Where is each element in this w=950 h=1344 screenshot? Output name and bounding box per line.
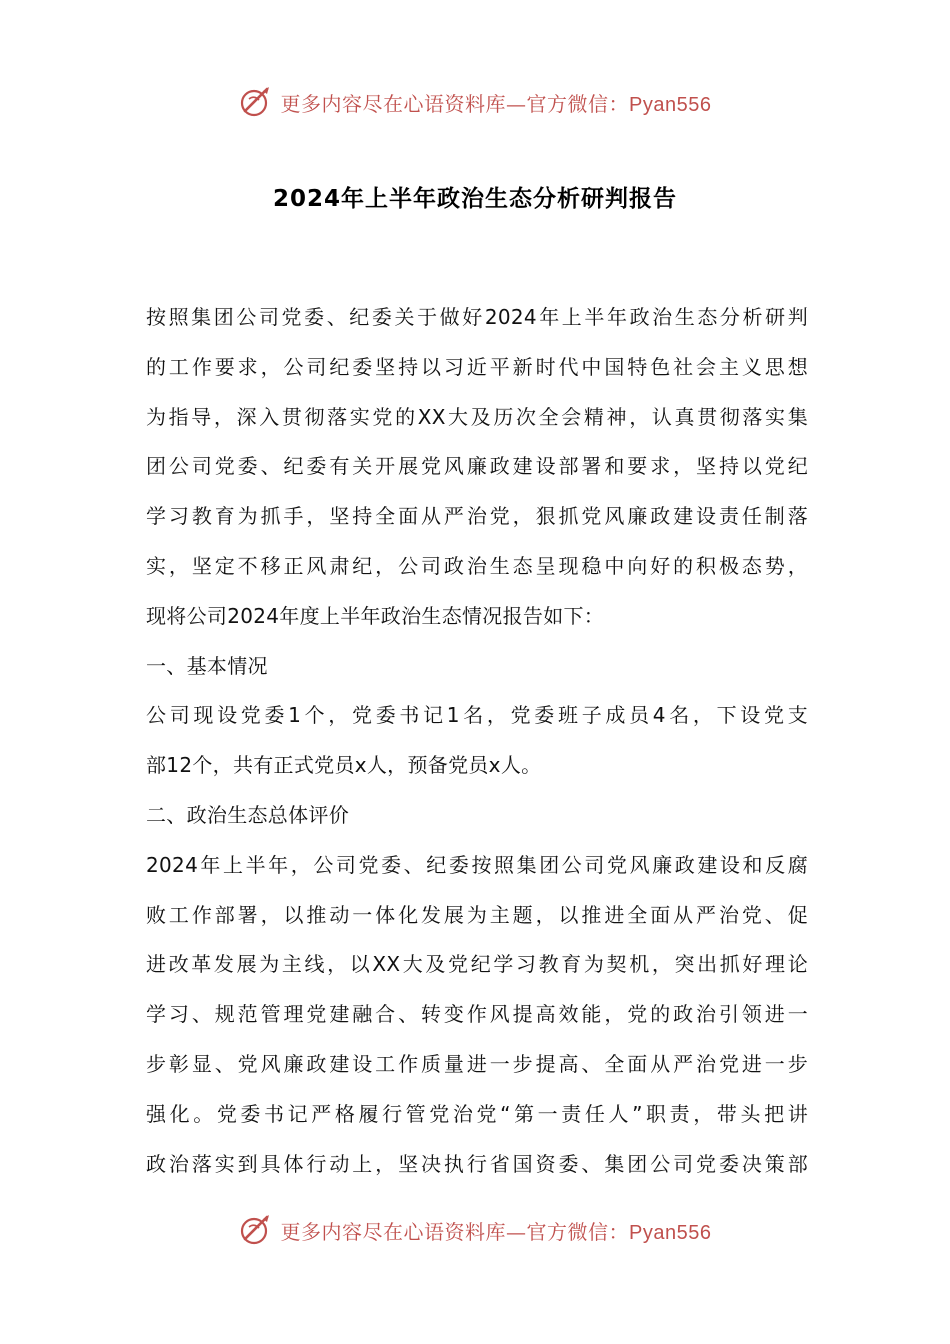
body-text-line: 政治落实到具体行动上，坚决执行省国资委、集团公司党委决策部 [146,1151,808,1176]
watermark-text: 更多内容尽在心语资料库—官方微信：Pyan556 [280,91,712,116]
body-text-line: 部12个，共有正式党员x人，预备党员x人。 [146,753,542,778]
body-text-line: 公司现设党委1个，党委书记1名，党委班子成员4名，下设党支 [146,703,808,728]
body-text-line: 现将公司2024年度上半年政治生态情况报告如下： [146,603,605,628]
body-text-line: 为指导，深入贯彻落实党的XX大及历次全会精神，认真贯彻落实集 [146,404,808,429]
body-text-line: 强化。党委书记严格履行管党治党“第一责任人”职责，带头把讲 [146,1101,808,1126]
document-title: 2024年上半年政治生态分析研判报告 [272,186,677,212]
section-heading: 二、政治生态总体评价 [146,802,349,827]
body-text-line: 学习教育为抓手，坚持全面从严治党，狠抓党风廉政建设责任制落 [146,504,808,529]
pen-logo-icon [239,85,273,119]
watermark-footer [0,1210,950,1250]
body-text-line: 学习、规范管理党建融合、转变作风提高效能，党的政治引领进一 [146,1002,808,1027]
body-text-line: 步彰显、党风廉政建设工作质量进一步提高、全面从严治党进一步 [146,1051,808,1076]
body-text-line: 进改革发展为主线，以XX大及党纪学习教育为契机，突出抓好理论 [146,952,808,977]
body-text-line: 的工作要求，公司纪委坚持以习近平新时代中国特色社会主义思想 [146,354,808,379]
watermark-text: 更多内容尽在心语资料库—官方微信：Pyan556 [280,1219,712,1244]
body-text-line: 团公司党委、纪委有关开展党风廉政建设部署和要求，坚持以党纪 [146,454,808,479]
document-body [146,293,808,1189]
body-text-line: 2024年上半年，公司党委、纪委按照集团公司党风廉政建设和反腐 [146,852,808,877]
body-text-line: 败工作部署，以推动一体化发展为主题，以推进全面从严治党、促 [146,902,808,927]
section-heading: 一、基本情况 [146,653,268,678]
watermark-header [0,82,950,122]
body-text-line: 实，坚定不移正风肃纪，公司政治生态呈现稳中向好的积极态势， [146,553,808,578]
pen-logo-icon [239,1213,273,1247]
body-text-line: 按照集团公司党委、纪委关于做好2024年上半年政治生态分析研判 [146,305,808,329]
